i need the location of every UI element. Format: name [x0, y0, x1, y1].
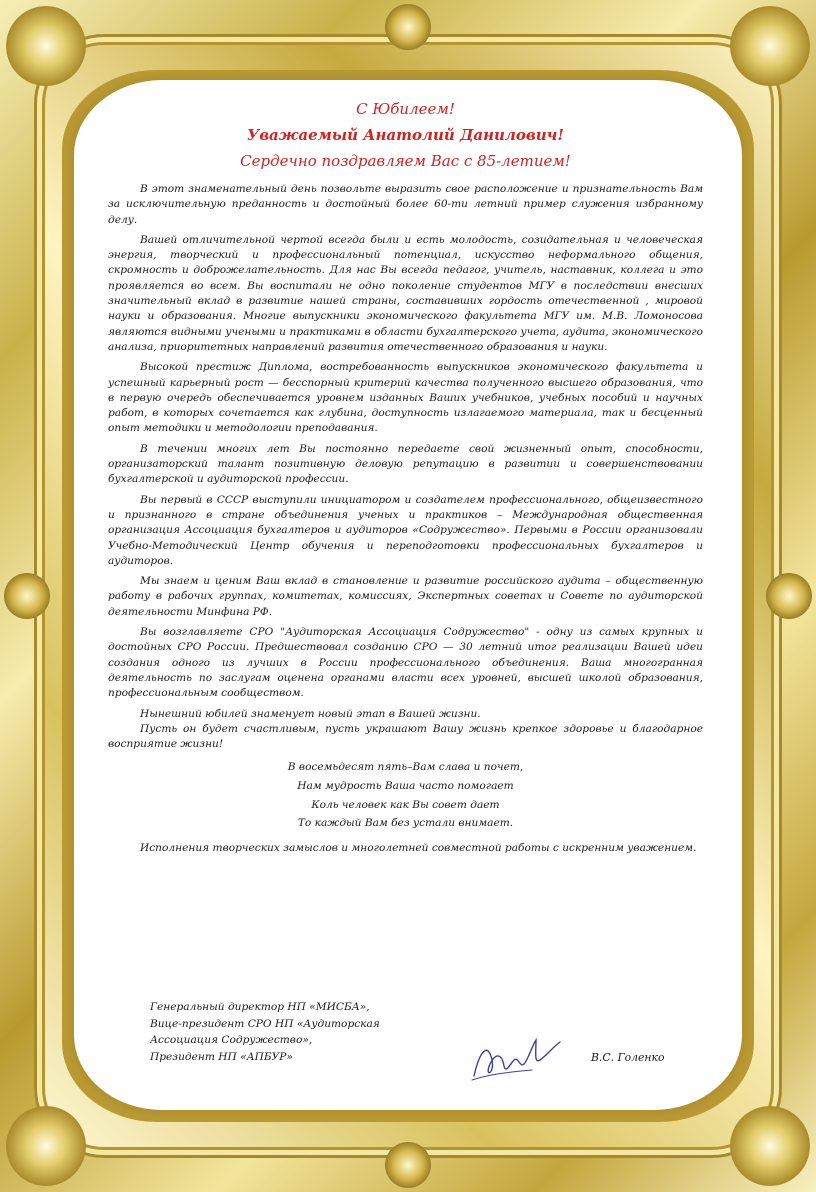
letter-body: [108, 98, 703, 861]
frame-rosette-ornament: [766, 573, 812, 619]
poem: [108, 758, 703, 832]
paragraph: Пусть он будет счастливым, пусть украшают Вашу жизнь крепкое здоровье и благодарное восприятие жизни!: [108, 722, 703, 751]
signatory-title-line: Ассоциация Содружество»,: [150, 1034, 313, 1046]
jubilee-heading: С Юбилеем!: [356, 100, 455, 118]
poem-line: Нам мудрость Ваша часто помогает: [297, 779, 514, 792]
paragraph: Вашей отличительной чертой всегда были и есть молодость, созидательная и человеческая энергия, творческий и профессиональный потенциал, искусство неформального общения, скромность и доброжелательность. Для нас Вы всегда педагог, учитель, наставник, коллега и это проявляется во всем. Вы воспитали не одно поколение студентов МГУ в последствии внесших значительный вклад в развитие нашей страны, составивших гордость отечественной , мировой науки и образования. Многие выпускники экономического факультета МГУ им. М.В. Ломоносова являются видными учеными и практиками в области бухгалтерского учета, аудита, экономического анализа, приоритетных направлений развития отечественного образования и науки.: [108, 233, 703, 353]
signer-name: В.С. Голенко: [591, 1051, 665, 1064]
signatory-title-line: Президент НП «АПБУР»: [150, 1050, 293, 1063]
frame-corner-ornament: [6, 1106, 86, 1186]
paragraph: В течении многих лет Вы постоянно передаете свой жизненный опыт, способности, организаторский талант позитивную деловую репутацию в развитии и совершенствовании бухгалтерской и аудиторской профессии.: [108, 442, 703, 486]
addressee-heading: Уважаемый Анатолий Данилович!: [247, 126, 564, 144]
frame-corner-ornament: [730, 6, 810, 86]
poem-line: То каждый Вам без устали внимает.: [297, 817, 514, 830]
poem-line: Коль человек как Вы совет дает: [311, 798, 500, 811]
frame-rosette-ornament: [385, 4, 431, 50]
frame-corner-ornament: [730, 1106, 810, 1186]
paragraph: Вы первый в СССР выступили инициатором и создателем профессионального, общеизвестного и признанного в стране объединения ученых и практиков – Международная общественная организация Ассоциация бухгалтеров и аудиторов «Содружество». Первыми в России организовали Учебно-Методический Центр обучения и переподготовки профессиональных бухгалтеров и аудиторов.: [108, 493, 703, 567]
paragraph: Мы знаем и ценим Ваш вклад в становление и развитие российского аудита – общественную работу в рабочих группах, комитетах, комиссиях, Экспертных советах и Совете по аудиторской деятельности Минфина РФ.: [108, 575, 703, 618]
congratulation-heading: Сердечно поздравляем Вас с 85-летием!: [240, 152, 571, 170]
frame-corner-ornament: [6, 6, 86, 86]
paragraph: Высокой престиж Диплома, востребованность выпускников экономического факультета и успешный карьерный рост — бесспорный критерий качества полученного высшего образования, что в первую очередь обеспечивается уровнем изданных Ваших учебников, учебных пособий и научных работ, в которых сочетается как глубина, доступность излагаемого материала, так и бесценный опыт методики и методологии преподавания.: [108, 361, 703, 435]
paragraph: Вы возглавляете СРО "Аудиторская Ассоциация Содружество" - одну из самых крупных и достойных СРО России. Предшествовал созданию СРО — 30 летний итог реализации Вашей идеи создания одного из лучших в России профессионального объединения. Ваша многогранная деятельность по заслугам оценена органами власти всех уровней, высшей школой образования, профессиональным сообществом.: [108, 626, 703, 700]
frame-rosette-ornament: [385, 1142, 431, 1188]
handwritten-signature: [470, 1030, 580, 1084]
closing-paragraph: Исполнения творческих замыслов и многолетней совместной работы с искренним уважением.: [140, 841, 697, 854]
poem-line: В восемьдесят пять–Вам слава и почет,: [287, 761, 524, 774]
signatory-title-line: Вице-президент СРО НП «Аудиторская: [150, 1017, 380, 1030]
signatory-title-line: Генеральный директор НП «МИСБА»,: [150, 1001, 370, 1013]
paragraph: Нынешний юбилей знаменует новый этап в Вашей жизни.: [140, 707, 481, 720]
paragraph: В этот знаменательный день позвольте выразить свое расположение и признательность Вам за исключительную преданность и достойный более 60-ти летний пример служения избранному делу.: [108, 183, 703, 226]
frame-rosette-ornament: [4, 573, 50, 619]
signatory-titles: [150, 999, 430, 1065]
